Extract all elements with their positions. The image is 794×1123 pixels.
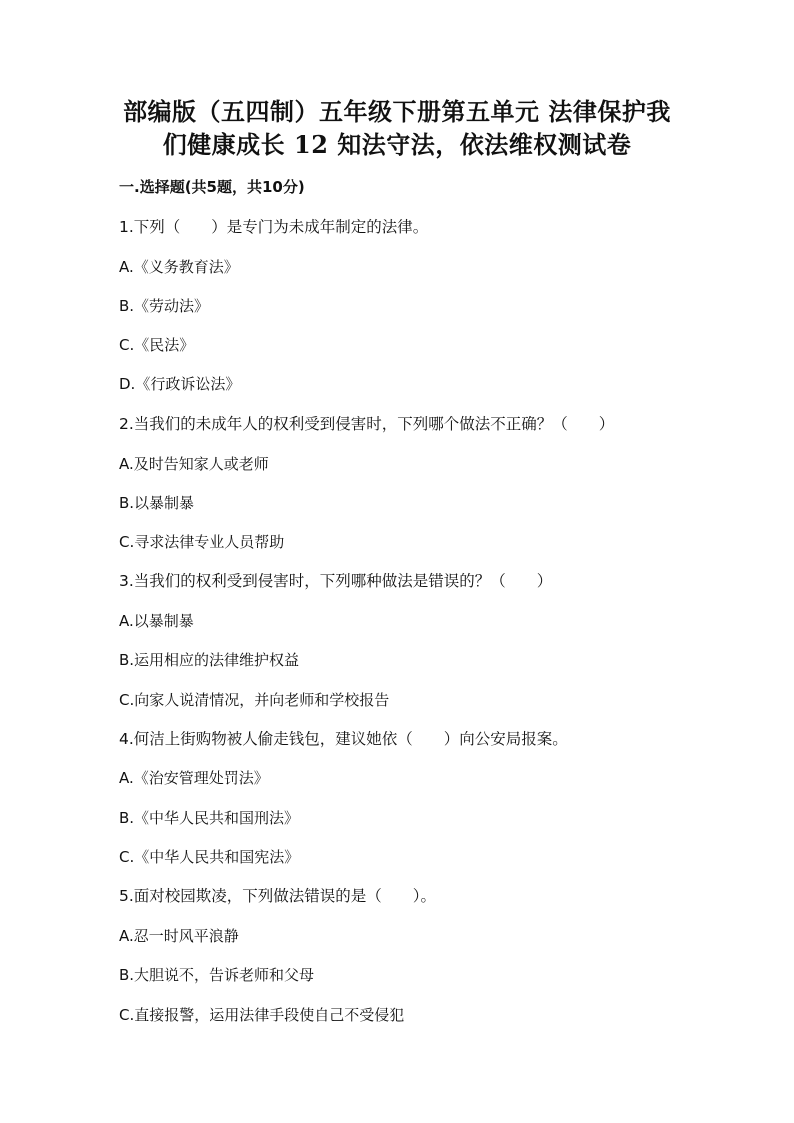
question-3-option-b: B.运用相应的法律维护权益 [119,651,300,669]
question-3-option-c: C.向家人说清情况，并向老师和学校报告 [119,691,390,709]
question-3-stem: 3.当我们的权利受到侵害时，下列哪种做法是错误的？（ ） [119,572,553,590]
question-1-option-b: B.《劳动法》 [119,297,210,315]
question-2-stem: 2.当我们的未成年人的权利受到侵害时，下列哪个做法不正确？（ ） [119,415,615,433]
question-2-option-b: B.以暴制暴 [119,494,195,512]
question-2-option-c: C.寻求法律专业人员帮助 [119,533,285,551]
question-4-stem: 4.何洁上街购物被人偷走钱包，建议她依（ ）向公安局报案。 [119,730,568,748]
question-2-option-a: A.及时告知家人或老师 [119,455,269,473]
document-title-line-1: 部编版（五四制）五年级下册第五单元 法律保护我 [123,97,671,126]
section-heading: 一.选择题(共5题，共10分) [119,178,305,196]
question-4-option-b: B.《中华人民共和国刑法》 [119,809,300,827]
question-5-option-b: B.大胆说不，告诉老师和父母 [119,966,315,984]
question-1-option-c: C.《民法》 [119,336,195,354]
question-3-option-a: A.以暴制暴 [119,612,194,630]
question-1-option-a: A.《义务教育法》 [119,258,239,276]
question-5-option-c: C.直接报警，运用法律手段使自己不受侵犯 [119,1006,405,1024]
question-5-option-a: A.忍一时风平浪静 [119,927,239,945]
question-5-stem: 5.面对校园欺凌，下列做法错误的是（ ）。 [119,887,437,905]
question-4-option-a: A.《治安管理处罚法》 [119,769,269,787]
question-1-option-d: D.《行政诉讼法》 [119,375,241,393]
question-1-stem: 1.下列（ ）是专门为未成年制定的法律。 [119,218,429,236]
document-title-line-2: 们健康成长 12 知法守法，依法维权测试卷 [162,130,632,159]
question-4-option-c: C.《中华人民共和国宪法》 [119,848,300,866]
